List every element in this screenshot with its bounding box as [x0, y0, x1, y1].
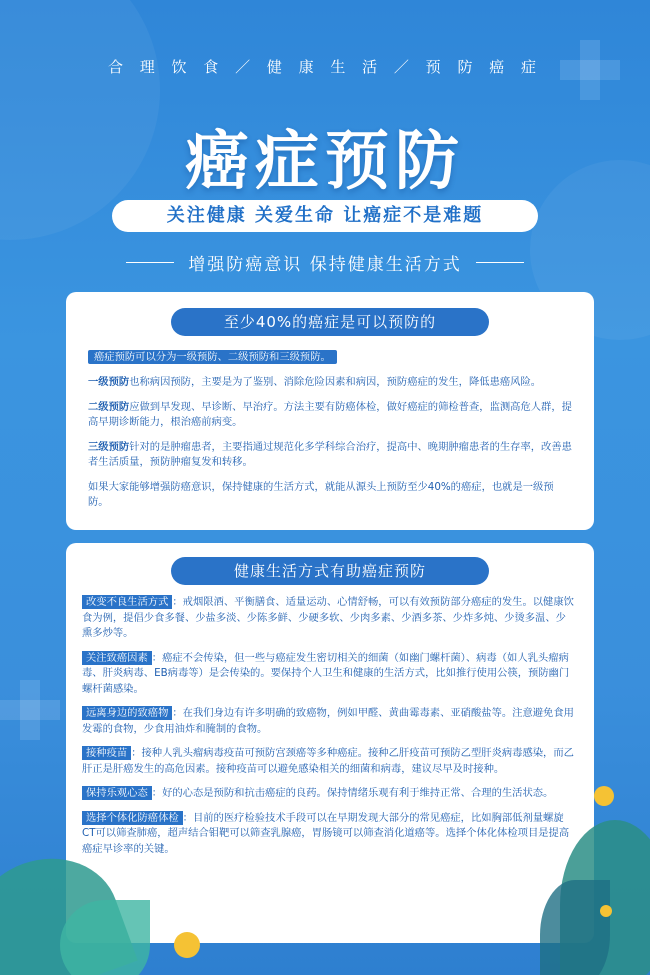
keyword: 一级预防 [88, 376, 130, 388]
item-tag: 选择个体化防癌体检 [82, 811, 183, 825]
closing-paragraph: 如果大家能够增强防癌意识，保持健康的生活方式，就能从源头上预防至少40%的癌症，也就是一级预防。 [88, 481, 554, 508]
divider [476, 262, 524, 263]
slogan-row [0, 250, 650, 275]
list-item [82, 706, 576, 737]
leaf-decoration [60, 900, 150, 975]
paragraph [88, 375, 574, 390]
list-item [82, 746, 576, 777]
card-body [88, 350, 574, 520]
list-item [82, 595, 576, 642]
flower-dot [594, 786, 614, 806]
card-body [82, 595, 576, 866]
paragraph [88, 440, 574, 470]
paragraph [88, 400, 574, 430]
item-text: ：在我们身边有许多明确的致癌物，例如甲醛、黄曲霉毒素、亚硝酸盐等。注意避免食用发霉的食物，少食用油炸和腌制的食物。 [82, 707, 574, 735]
paragraph-text: 针对的是肿瘤患者，主要指通过规范化多学科综合治疗，提高中、晚期肿瘤患者的生存率，改善患者生活质量，预防肿瘤复发和转移。 [88, 441, 572, 468]
item-text: ：癌症不会传染，但一些与癌症发生密切相关的细菌（如幽门螺杆菌）、病毒（如人乳头瘤病毒、肝炎病毒、EB病毒等）是会传染的。要保持个人卫生和健康的生活方式，比如推行使用公筷，预防幽门螺杆菌感染。 [82, 651, 570, 695]
item-tag: 接种疫苗 [82, 746, 131, 760]
item-text: ：戒烟限酒、平衡膳食、适量运动、心情舒畅，可以有效预防部分癌症的发生。以健康饮食为例，提倡少食多餐、少盐多淡、少陈多鲜、少硬多软、少肉多素、少酒多茶、少炸多炖、少烫多温、少熏多炒等。 [82, 596, 574, 639]
item-tag: 远离身边的致癌物 [82, 706, 172, 720]
medical-cross-icon [0, 680, 60, 740]
intro-highlight: 癌症预防可以分为一级预防、二级预防和三级预防。 [88, 350, 337, 364]
item-tag: 关注致癌因素 [82, 651, 152, 665]
list-item [82, 651, 576, 698]
keyword: 二级预防 [88, 401, 130, 413]
item-text: ：好的心态是预防和抗击癌症的良药。保持情绪乐观有利于维持正常、合理的生活状态。 [151, 787, 554, 799]
item-text: ：接种人乳头瘤病毒疫苗可预防宫颈癌等多种癌症。接种乙肝疫苗可预防乙型肝炎病毒感染，而乙肝正是肝癌发生的高危因素。接种疫苗可以避免感染相关的细菌和病毒，建议尽早及时接种。 [82, 747, 574, 775]
page-title: 癌症预防 [185, 125, 465, 199]
item-tag: 保持乐观心态 [82, 786, 152, 800]
item-text: ：目前的医疗检验技术手段可以在早期发现大部分的常见癌症，比如胸部低剂量螺旋CT可以筛查肺癌，超声结合钼靶可以筛查乳腺癌，胃肠镜可以筛查消化道癌等。选择个体化体检项目是提高癌症早诊率的关键。 [82, 811, 570, 855]
card-heading: 健康生活方式有助癌症预防 [171, 557, 489, 585]
subtitle-banner: 关注健康 关爱生命 让癌症不是难题 [112, 200, 538, 232]
item-tag: 改变不良生活方式 [82, 595, 172, 609]
list-item [82, 786, 576, 802]
leaf-decoration [540, 880, 610, 975]
card-heading: 至少40%的癌症是可以预防的 [171, 308, 489, 336]
top-tagline: 合 理 饮 食 ／ 健 康 生 活 ／ 预 防 癌 症 [108, 58, 542, 76]
divider [126, 262, 174, 263]
paragraph-text: 应做到早发现、早诊断、早治疗。方法主要有防癌体检，做好癌症的筛检普查，监测高危人群，提高早期诊断能力，根治癌前病变。 [88, 401, 572, 428]
flower-dot [174, 932, 200, 958]
list-item [82, 811, 576, 858]
healthy-lifestyle-card [66, 543, 594, 943]
keyword: 三级预防 [88, 441, 130, 453]
paragraph-text: 也称病因预防，主要是为了鉴别、消除危险因素和病因，预防癌症的发生，降低患癌风险。 [129, 376, 542, 388]
slogan-text: 增强防癌意识 保持健康生活方式 [188, 255, 462, 275]
flower-dot [600, 905, 612, 917]
prevention-levels-card [66, 292, 594, 530]
